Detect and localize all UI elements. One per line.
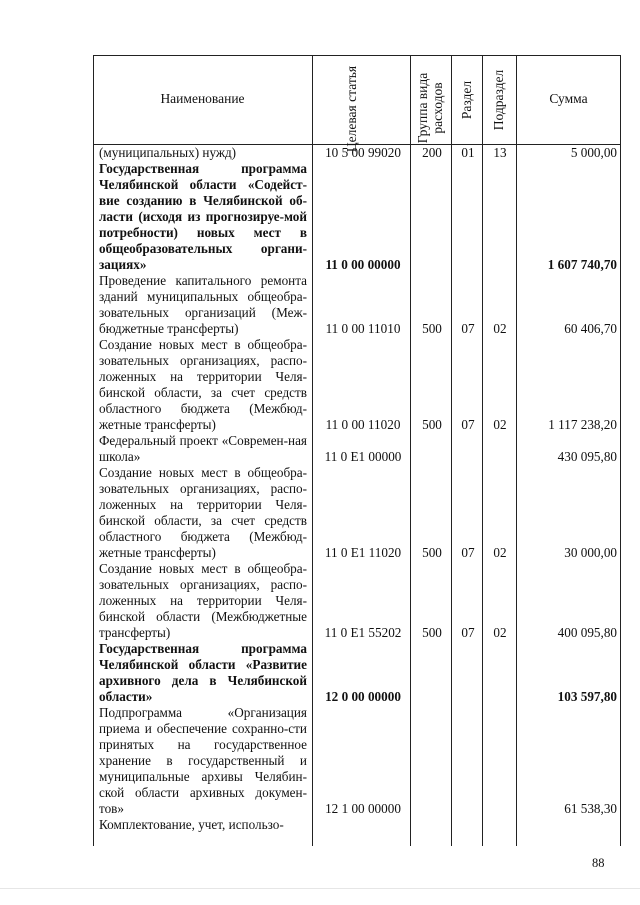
row-name: (муниципальных) нужд) (99, 145, 237, 160)
header-target-article: Целевая статья (344, 65, 359, 153)
row-razdel: 07 (461, 417, 475, 432)
row-name: Государственная программа Челябинской области «Развитие архивного дела в Челябинской области» (99, 641, 307, 704)
budget-table (93, 55, 621, 846)
header-name: Наименование (160, 91, 245, 106)
row-podrazdel: 02 (493, 545, 507, 560)
header-sum: Сумма (549, 91, 588, 106)
row-name: Создание новых мест в общеобра-зовательных организациях, распо-ложенных на территории Челя-бинской области, за счет средств областного бюджета (Межбюд-жетные трансферты) (99, 337, 307, 432)
row-sum: 61 538,30 (564, 801, 617, 816)
row-sum: 103 597,80 (557, 689, 617, 704)
row-group: 500 (422, 545, 442, 560)
row-code: 11 0 00 00000 (325, 257, 401, 272)
row-code: 11 0 E1 00000 (324, 449, 402, 464)
scan-edge (0, 888, 640, 889)
header-expense-group: Группа вида расходов (415, 72, 445, 144)
row-sum: 400 095,80 (557, 625, 617, 640)
header-razdel: Раздел (459, 80, 474, 120)
row-code: 11 0 E1 55202 (324, 625, 402, 640)
row-name: Комплектование, учет, использо- (99, 817, 284, 832)
column-divider (451, 55, 452, 846)
row-code: 11 0 00 11010 (325, 321, 401, 336)
row-podrazdel: 02 (493, 321, 507, 336)
row-sum: 430 095,80 (557, 449, 617, 464)
column-divider (482, 55, 483, 846)
row-sum: 60 406,70 (564, 321, 617, 336)
row-name: Создание новых мест в общеобра-зовательных организациях, распо-ложенных на территории Челя-бинской области (Межбюджетные трансферты) (99, 561, 307, 640)
row-podrazdel: 02 (493, 625, 507, 640)
row-razdel: 07 (461, 545, 475, 560)
table-top-border (93, 55, 621, 56)
header-podrazdel: Подраздел (491, 69, 506, 131)
row-group: 500 (422, 321, 442, 336)
row-name: Подпрограмма «Организация приема и обеспечение сохранно-сти принятых на государственное хранение в государственный и муниципальные архивы Челябин-ской области архивных докумен-тов» (99, 705, 307, 816)
row-name: Создание новых мест в общеобра-зовательных организациях, распо-ложенных на территории Челя-бинской области, за счет средств областного бюджета (Межбюд-жетные трансферты) (99, 465, 307, 560)
row-sum: 5 000,00 (570, 145, 617, 160)
row-group: 200 (422, 145, 442, 160)
row-group: 500 (422, 417, 442, 432)
column-divider (312, 55, 313, 846)
row-code: 10 5 00 99020 (325, 145, 401, 160)
row-code: 11 0 E1 11020 (324, 545, 402, 560)
row-razdel: 07 (461, 625, 475, 640)
page-number: 88 (592, 856, 605, 870)
row-name: Федеральный проект «Современ-ная школа» (99, 433, 307, 464)
row-code: 11 0 00 11020 (325, 417, 401, 432)
row-podrazdel: 02 (493, 417, 507, 432)
table-left-border (93, 55, 94, 846)
row-sum: 30 000,00 (564, 545, 617, 560)
row-sum: 1 117 238,20 (548, 417, 617, 432)
row-name: Проведение капитального ремонта зданий муниципальных общеобра-зовательных организаций (Меж-бюджетные трансферты) (99, 273, 307, 336)
row-razdel: 07 (461, 321, 475, 336)
column-divider (516, 55, 517, 846)
row-group: 500 (422, 625, 442, 640)
row-code: 12 0 00 00000 (325, 689, 401, 704)
row-name: Государственная программа Челябинской области «Содейст-вие созданию в Челябинской об-ласти (исходя из прогнозируе-мой потребности) новых мест в общеобразовательных органи-зациях» (99, 161, 307, 272)
row-razdel: 01 (461, 145, 475, 160)
row-sum: 1 607 740,70 (547, 257, 617, 272)
row-code: 12 1 00 00000 (325, 801, 401, 816)
table-right-border (620, 55, 621, 846)
row-podrazdel: 13 (493, 145, 507, 160)
